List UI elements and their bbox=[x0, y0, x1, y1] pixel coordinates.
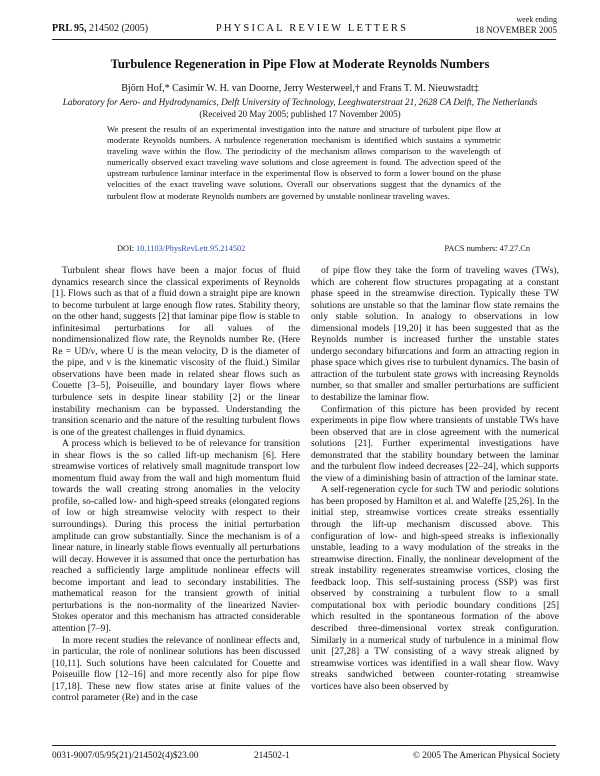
running-header bbox=[52, 15, 557, 39]
right-column bbox=[311, 265, 559, 692]
abstract: We present the results of an experimental investigation into the nature and structure of turbulent pipe flow at moderate Reynolds numbers. A turbulence regeneration mechanism is identified which sustains a symmetric traveling wave within the flow. The periodicity of the mechanism allows comparison to the wavelength of numerically observed exact traveling wave solutions and close agreement is found. The advection speed of the upstream turbulence laminar interface in the experimental flow is observed to form a lower bound on the phase velocities of the exact traveling wave solutions. Overall our observations suggest that the dynamics of the turbulent flow at moderate Reynolds numbers are governed by unstable nonlinear traveling waves. bbox=[107, 124, 501, 201]
issue-date bbox=[475, 15, 557, 35]
body-paragraph: of pipe flow they take the form of traveling waves (TWs), which are coherent flow structures propagating at a constant phase speed in the streamwise direction. Typically these TW solutions are unstable so that the laminar flow state remains the only stable solution. In analogy to observations in low dimensional models [19,20] it has been suggested that as the Reynolds number is increased further the unstable states undergo secondary bifurcations and form an attracting region in phase space which gives rise to turbulent dynamics. The basin of attraction of the turbulent state grows with increasing Reynolds number, so that smaller and smaller perturbations are sufficient to destabilize the laminar flow. bbox=[311, 265, 559, 404]
doi-line bbox=[117, 244, 245, 253]
left-column bbox=[52, 265, 300, 704]
pacs-numbers: PACS numbers: 47.27.Cn bbox=[444, 244, 530, 253]
journal-name: PHYSICAL REVIEW LETTERS bbox=[215, 23, 409, 34]
body-paragraph: Confirmation of this picture has been provided by recent experiments in pipe flow where transients of unstable TWs have been observed that are in close agreement with the numerical solutions [21]. Further experimental investigations have demonstrated that the stability boundary between the laminar and the turbulent flow indeed decreases [22–24], which supports the view of a diminishing basin of attraction of the laminar state. bbox=[311, 403, 559, 484]
affiliation: Laboratory for Aero- and Hydrodynamics, Delft University of Technology, Leeghwaterstraat 21, 2628 CA Delft, The Netherlands bbox=[62, 97, 538, 107]
doi-label: DOI: bbox=[117, 244, 135, 253]
body-paragraph: A self-regeneration cycle for such TW and periodic solutions has been proposed by Hamilton et al. and Waleffe [25,26]. In the initial step, streamwise vortices create streaks essentially through the lift-up mechanism discussed above. This configuration of low- and high-speed streaks is inflexionally unstable, leading to a wavy modulation of the streaks in the streamwise direction. Finally, the nonlinear development of the streak instability regenerates streamwise vortices, closing the feedback loop. This self-sustaining process (SSP) was first observed by constraining a turbulent flow to a small computational box with periodic boundary conditions [25] which resulted in the spontaneous formation of the above described three-dimensional vortex streak configuration. Similarly in a numerical study of turbulence in a minimal flow unit [27,28] a TW consisting of a wavy streak aligned by streamwise vortices was identified in a wall shear flow. Wavy streaks sandwiched between counter-rotating streamwise vortices have also been observed by bbox=[311, 484, 559, 692]
week-date: 18 NOVEMBER 2005 bbox=[474, 25, 557, 35]
body-paragraph: A process which is believed to be of relevance for transition in shear flows is the so called lift-up mechanism [6]. Here streamwise vortices of relatively small magnitude transport low momentum fluid away from the wall and high momentum fluid towards the wall creating strong anomalies in the velocity profile, so-called low- and high-speed streaks (elongated regions of low or high streamwise velocity with respect to their surroundings). During this process the initial perturbation amplitude can grow substantially. Since the mechanism is of a linear nature, in linearly stable flows eventually all perturbations will decay. However it is assumed that once the perturbation has reached a sufficiently large amplitude nonlinear effects will become important and lead to secondary instabilities. The mathematical reason for the transient growth of initial perturbations is the non-normality of the linearized Navier-Stokes operator and this mechanism has attracted considerable attention [7–9]. bbox=[52, 438, 300, 634]
received-dates: (Received 20 May 2005; published 17 November 2005) bbox=[199, 109, 401, 119]
page-number: 214502-1 bbox=[254, 751, 290, 761]
body-paragraph: In more recent studies the relevance of nonlinear effects and, in particular, the role of nonlinear solutions has been discussed [10,11]. Such solutions have been calculated for Couette and Poiseuille flow [12–16] and more recently also for pipe flow [17,18]. These new flow states arise at finite values of the control parameter (Re) and in the case bbox=[52, 634, 300, 704]
journal-reference bbox=[52, 23, 148, 34]
body-paragraph: Turbulent shear flows have been a major focus of fluid dynamics research since the classical experiments of Reynolds [1]. Flows such as that of a fluid down a straight pipe are known to become turbulent at large enough flow rates. Stability theory, on the other hand, suggests [2] that laminar pipe flow is stable to infinitesimal perturbations for all values of the nondimensionalized flow rate, the Reynolds number Re. (Here Re = UD/ν, where U is the mean velocity, D is the diameter of the pipe, and ν is the kinematic viscosity of the fluid.) Similar observations have been made in related shear flows such as Couette [3–5], Poiseuille, and boundary layer flows where turbulence sets in despite linear stability [2] or the linear instability mechanism can be bypassed. Understanding the transition scenario and the nature of the resulting turbulent flows is one of the greatest challenges in fluid dynamics. bbox=[52, 265, 300, 438]
paper-title: Turbulence Regeneration in Pipe Flow at Moderate Reynolds Numbers bbox=[110, 57, 490, 71]
week-label: week ending bbox=[516, 15, 557, 24]
author-list: Björn Hof,* Casimir W. H. van Doorne, Jerry Westerweel,† and Frans T. M. Nieuwstadt‡ bbox=[121, 83, 479, 94]
article-number: 214502 (2005) bbox=[88, 23, 149, 34]
copyright: © 2005 The American Physical Society bbox=[412, 751, 560, 761]
doi-link[interactable]: 10.1103/PhysRevLett.95.214502 bbox=[136, 244, 246, 253]
footer-rule bbox=[52, 745, 556, 746]
journal-ref: PRL 95, bbox=[52, 23, 87, 34]
footer-code: 0031-9007/05/95(21)/214502(4)$23.00 bbox=[52, 751, 199, 761]
header-rule bbox=[52, 39, 556, 40]
